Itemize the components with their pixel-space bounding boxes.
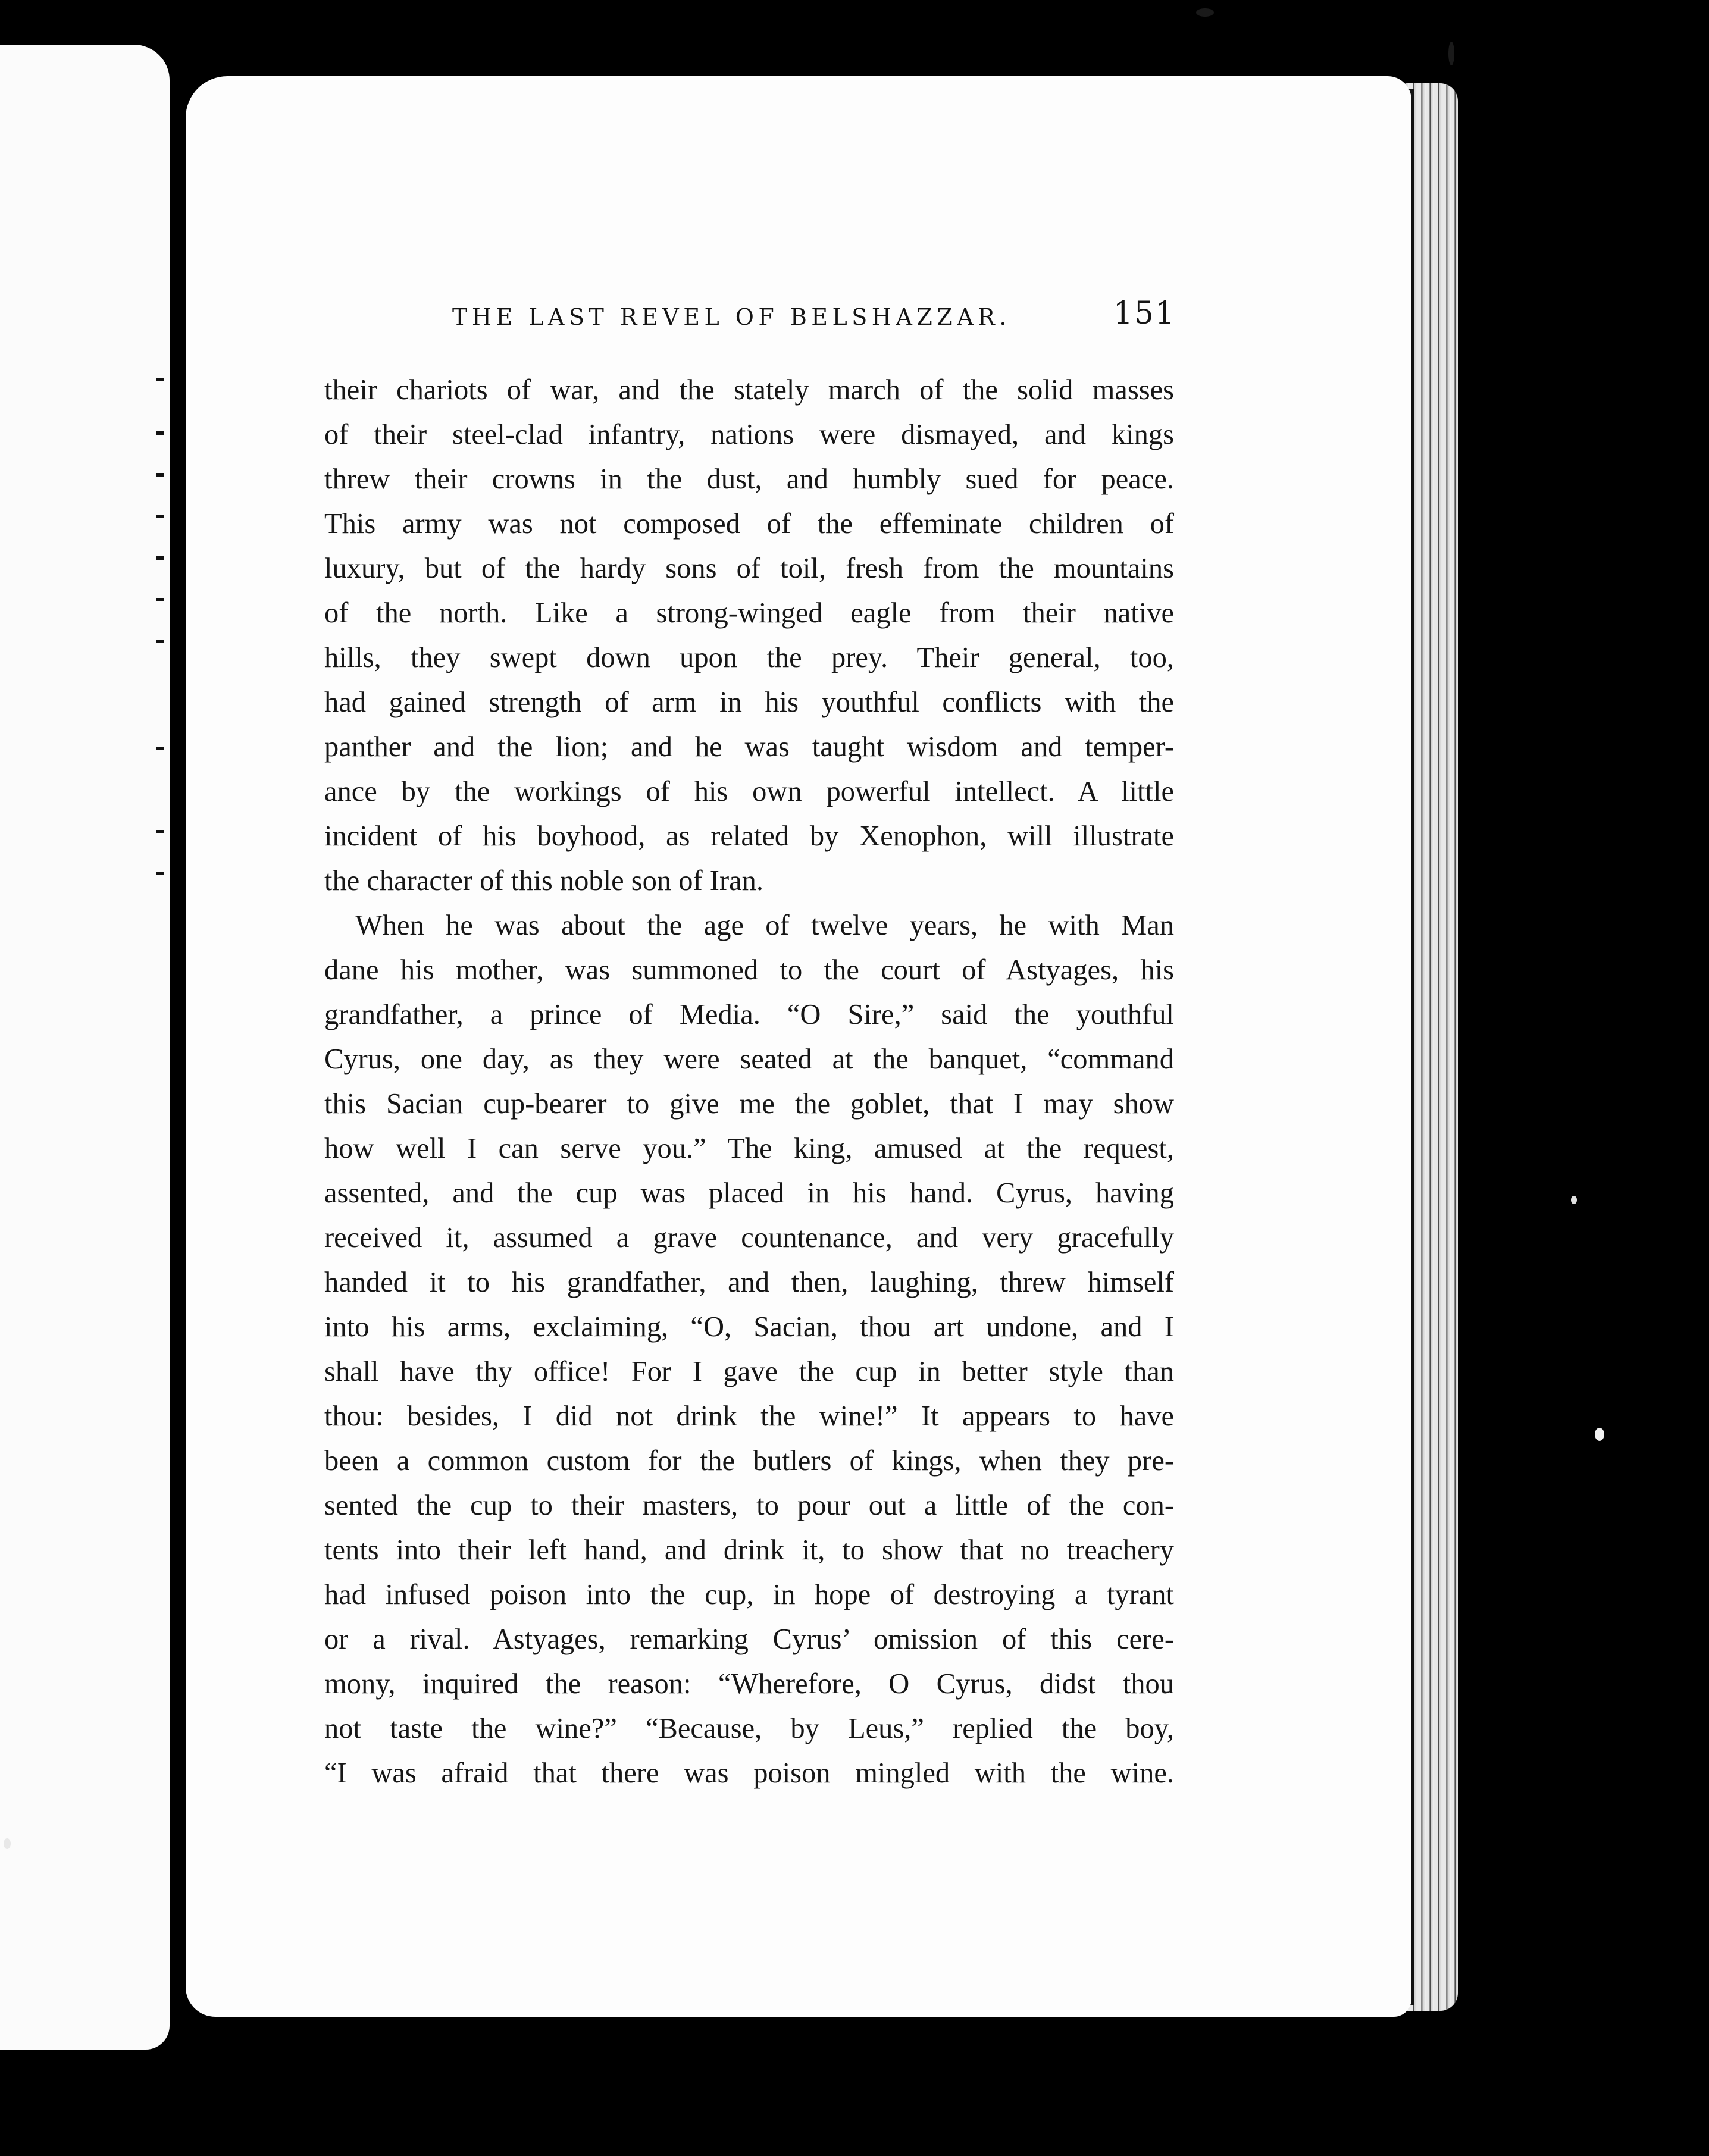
text-line: not taste the wine?” “Because, by Leus,” replied the boy, xyxy=(324,1713,1174,1744)
text-line: been a common custom for the butlers of kings, when they pre- xyxy=(324,1445,1174,1477)
margin-mark xyxy=(156,378,164,381)
margin-mark xyxy=(156,556,164,560)
text-line: hills, they swept down upon the prey. Their general, too, xyxy=(324,642,1174,673)
text-line: thou: besides, I did not drink the wine!” It appears to have xyxy=(324,1400,1174,1432)
paragraph xyxy=(324,903,1174,1795)
text-line: mony, inquired the reason: “Wherefore, O Cyrus, didst thou xyxy=(324,1668,1174,1700)
text-line: ance by the workings of his own powerful intellect. A little xyxy=(324,776,1174,807)
text-line: of the north. Like a strong-winged eagle from their native xyxy=(324,597,1174,629)
scan-speck xyxy=(1196,8,1214,17)
text-line: how well I can serve you.” The king, amused at the request, xyxy=(324,1133,1174,1164)
scan-speck xyxy=(1571,1196,1577,1204)
scan-speck xyxy=(4,1838,11,1849)
running-head: THE LAST REVEL OF BELSHAZZAR. xyxy=(452,304,1011,330)
margin-mark xyxy=(156,830,164,833)
previous-page-edge xyxy=(0,45,170,2050)
paragraph xyxy=(324,368,1174,903)
text-line: This army was not composed of the effeminate children of xyxy=(324,508,1174,540)
scan-speck xyxy=(1448,42,1454,65)
scan-speck xyxy=(1595,1428,1604,1441)
margin-mark xyxy=(156,473,164,477)
text-line: their chariots of war, and the stately march of the solid masses xyxy=(324,374,1174,406)
text-line: threw their crowns in the dust, and humbly sued for peace. xyxy=(324,463,1174,495)
margin-mark xyxy=(156,515,164,518)
margin-mark xyxy=(156,747,164,750)
page-body-text xyxy=(324,368,1174,1795)
text-line: handed it to his grandfather, and then, laughing, threw himself xyxy=(324,1267,1174,1298)
margin-mark xyxy=(156,640,164,643)
text-line: grandfather, a prince of Media. “O Sire,” said the youthful xyxy=(324,999,1174,1030)
page-header xyxy=(267,296,1176,336)
text-line: the character of this noble son of Iran. xyxy=(324,865,763,897)
text-line: luxury, but of the hardy sons of toil, fresh from the mountains xyxy=(324,553,1174,584)
text-line: Cyrus, one day, as they were seated at the banquet, “command xyxy=(324,1043,1174,1075)
text-line: “I was afraid that there was poison mingled with the wine. xyxy=(324,1757,1174,1789)
text-line: tents into their left hand, and drink it, to show that no treachery xyxy=(324,1534,1174,1566)
text-line: into his arms, exclaiming, “O, Sacian, thou art undone, and I xyxy=(324,1311,1174,1343)
text-line: shall have thy office! For I gave the cup in better style than xyxy=(324,1356,1174,1387)
text-line: When he was about the age of twelve years, he with Man xyxy=(355,910,1174,941)
margin-mark xyxy=(156,598,164,601)
margin-mark xyxy=(156,431,164,435)
margin-mark xyxy=(156,872,164,875)
text-line: received it, assumed a grave countenance, and very gracefully xyxy=(324,1222,1174,1254)
text-line: dane his mother, was summoned to the court of Astyages, his xyxy=(324,954,1174,986)
text-line: this Sacian cup-bearer to give me the goblet, that I may show xyxy=(324,1088,1174,1120)
text-line: of their steel-clad infantry, nations were dismayed, and kings xyxy=(324,419,1174,450)
text-line: sented the cup to their masters, to pour out a little of the con- xyxy=(324,1490,1174,1521)
text-line: or a rival. Astyages, remarking Cyrus’ omission of this cere- xyxy=(324,1624,1174,1655)
text-line: had gained strength of arm in his youthful conflicts with the xyxy=(324,687,1174,718)
page-number: 151 xyxy=(1113,296,1176,331)
text-line: panther and the lion; and he was taught wisdom and temper- xyxy=(324,731,1174,763)
text-line: assented, and the cup was placed in his hand. Cyrus, having xyxy=(324,1177,1174,1209)
text-line: incident of his boyhood, as related by Xenophon, will illustrate xyxy=(324,820,1174,852)
text-line: had infused poison into the cup, in hope of destroying a tyrant xyxy=(324,1579,1174,1610)
